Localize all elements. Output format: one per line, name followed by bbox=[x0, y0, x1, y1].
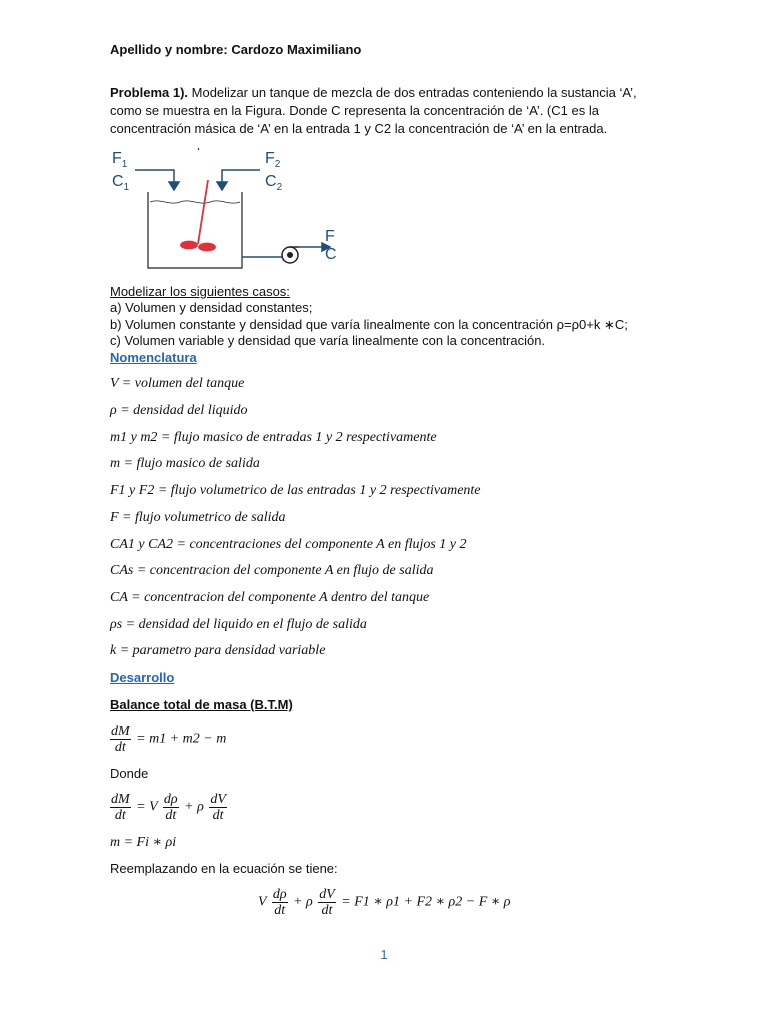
f1-label: F bbox=[112, 150, 122, 167]
inlet-2-labels bbox=[265, 150, 282, 196]
inlet-2-arrow bbox=[217, 170, 260, 190]
eq1-rhs: = m1 + m2 − m bbox=[136, 731, 227, 747]
equation-final bbox=[258, 887, 510, 918]
eq4-rhs: = F1 ∗ ρ1 + F2 ∗ ρ2 − F ∗ ρ bbox=[341, 894, 511, 910]
pump-icon bbox=[282, 247, 299, 263]
cases-heading: Modelizar los siguientes casos: bbox=[110, 284, 290, 299]
nomenclature-item: m1 y m2 = flujo masico de entradas 1 y 2 respectivamente bbox=[110, 430, 437, 445]
nomenclature-heading: Nomenclatura bbox=[110, 350, 197, 365]
tank bbox=[148, 192, 242, 268]
agitator-icon bbox=[181, 180, 215, 251]
nomenclature-item: CA = concentracion del componente A dentro del tanque bbox=[110, 590, 430, 605]
drho-dt-fraction: $\frac{d\rho}{dt}$ bbox=[163, 792, 178, 823]
nomenclature-item: F = flujo volumetrico de salida bbox=[110, 510, 286, 525]
f2-label: F bbox=[265, 150, 275, 167]
dv-dt-fraction: $\frac{dV}{dt}$ bbox=[319, 887, 335, 918]
btm-heading: Balance total de masa (B.T.M) bbox=[110, 697, 293, 712]
f-out-label: F bbox=[325, 228, 335, 245]
equation-mass-flow: m = Fi ∗ ρi bbox=[110, 835, 177, 850]
tick-mark bbox=[198, 148, 199, 150]
replace-text: Reemplazando en la ecuación se tiene: bbox=[110, 861, 338, 876]
donde-label: Donde bbox=[110, 766, 149, 781]
c2-subscript: 2 bbox=[276, 182, 283, 194]
dm-dt-fraction: $\frac{dM}{dt}$ bbox=[111, 792, 130, 823]
nomenclature-item: ρ = densidad del liquido bbox=[110, 403, 248, 418]
f1-subscript: 1 bbox=[121, 159, 128, 171]
equation-mass-balance bbox=[108, 724, 226, 755]
nomenclature-item: m = flujo masico de salida bbox=[110, 456, 260, 471]
c1-label: C bbox=[112, 173, 124, 191]
case-b: b) Volumen constante y densidad que varía linealmente con la concentración ρ=ρ0+k ∗C; bbox=[110, 317, 628, 332]
outlet-labels bbox=[325, 228, 337, 264]
problem-line-1-text: Modelizar un tanque de mezcla de dos entradas conteniendo la sustancia ‘A’, bbox=[188, 85, 637, 100]
f2-subscript: 2 bbox=[274, 159, 281, 171]
equation-dm-dt-expansion bbox=[108, 792, 229, 823]
nomenclature-item: V = volumen del tanque bbox=[110, 376, 245, 391]
dv-dt-fraction: $\frac{dV}{dt}$ bbox=[210, 792, 226, 823]
eq2-equals-v: = V bbox=[136, 799, 158, 815]
nomenclature-item: CA1 y CA2 = concentraciones del componente A en flujos 1 y 2 bbox=[110, 537, 467, 552]
page-number: 1 bbox=[380, 947, 388, 962]
c-out-label: C bbox=[325, 246, 337, 263]
c1-subscript: 1 bbox=[123, 182, 130, 194]
c2-label: C bbox=[265, 173, 277, 191]
nomenclature-item: k = parametro para densidad variable bbox=[110, 643, 326, 658]
eq4-lead: V bbox=[258, 894, 267, 910]
author-line: Apellido y nombre: Cardozo Maximiliano bbox=[110, 42, 362, 57]
problem-line-1 bbox=[110, 85, 637, 100]
dm-dt-fraction: $\frac{dM}{dt}$ bbox=[111, 724, 130, 755]
case-c: c) Volumen variable y densidad que varía linealmente con la concentración. bbox=[110, 333, 546, 348]
nomenclature-item: CAs = concentracion del componente A en flujo de salida bbox=[110, 563, 434, 578]
mixing-tank-figure bbox=[100, 140, 360, 280]
nomenclature-item: ρs = densidad del liquido en el flujo de salida bbox=[110, 617, 367, 632]
problem-title: Problema 1). bbox=[110, 85, 189, 100]
eq2-plus-rho: + ρ bbox=[184, 799, 204, 815]
inlet-1-labels bbox=[112, 150, 129, 196]
nomenclature-item: F1 y F2 = flujo volumetrico de las entradas 1 y 2 respectivamente bbox=[110, 483, 481, 498]
problem-line-3: concentración másica de ‘A’ en la entrada 1 y C2 la concentración de ‘A’ en la entrada. bbox=[110, 121, 608, 136]
eq4-plus-rho: + ρ bbox=[293, 894, 313, 910]
problem-line-2: como se muestra en la Figura. Donde C representa la concentración de ‘A’. (C1 es la bbox=[110, 103, 599, 118]
development-heading: Desarrollo bbox=[110, 670, 175, 685]
case-a: a) Volumen y densidad constantes; bbox=[110, 300, 313, 315]
drho-dt-fraction: $\frac{d\rho}{dt}$ bbox=[272, 887, 287, 918]
inlet-1-arrow bbox=[135, 170, 179, 190]
